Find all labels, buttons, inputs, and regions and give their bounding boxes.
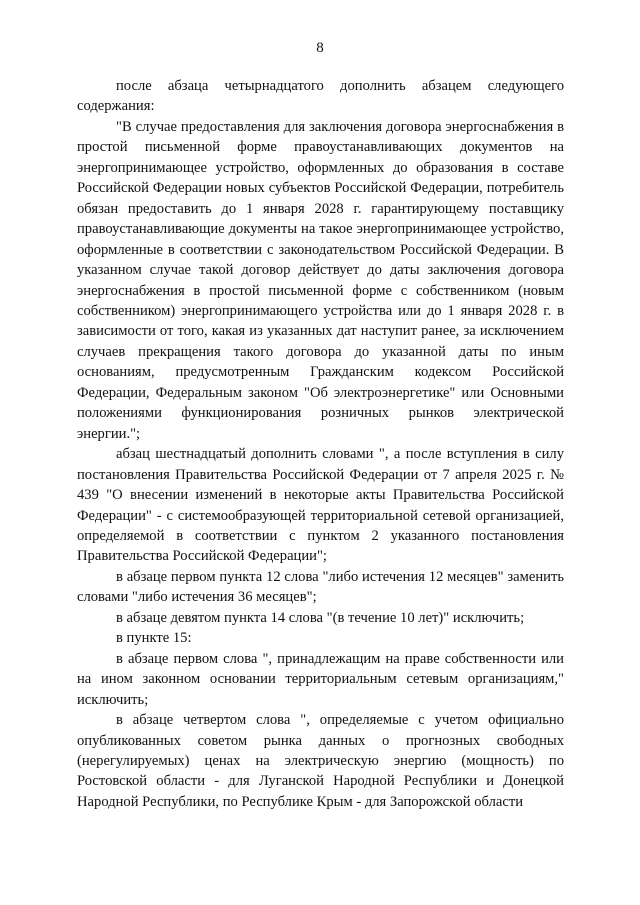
paragraph-quoted-amendment: "В случае предоставления для заключения договора энергоснабжения в простой письменной форме правоустанавливающих документов на энергопринимающее устройство, оформленных до образования в составе Российской Федерации новых субъектов Российской Федерации, потребитель обязан предоставить до 1 января 2028 г. гарантирующему поставщику правоустанавливающие документы на такое энергопринимающее устройство, оформленные в соответствии с законодательством Российской Федерации. В указанном случае такой договор действует до даты заключения договора энергоснабжения в простой письменной форме с собственником (новым собственником) энергопринимающего устройства или до 1 января 2028 г. в зависимости от того, какая из указанных дат наступит ранее, за исключением случаев прекращения такого договора до указанной даты по иным основаниям, предусмотренным Гражданским кодексом Российской Федерации, Федеральным законом "Об электроэнергетике" или Основными положениями функционирования розничных рынков электрической энергии.";: [77, 118, 564, 442]
paragraph-point-15-heading: в пункте 15:: [116, 630, 192, 647]
paragraph-intro: после абзаца четырнадцатого дополнить абзацем следующего содержания:: [77, 78, 564, 115]
page-number: 8: [316, 40, 324, 56]
document-body: [77, 76, 564, 812]
paragraph-point-15-first: в абзаце первом слова ", принадлежащим на праве собственности или на ином законном основании территориальным сетевым организациям," исключить;: [77, 650, 564, 708]
paragraph-point-15-fourth: в абзаце четвертом слова ", определяемые с учетом официально опубликованных советом рынка данных о прогнозных свободных (нерегулируемых) ценах на электрическую энергию (мощность) по Ростовской области - для Луганской Народной Республики и Донецкой Народной Республики, по Республике Крым - для Запорожской области: [77, 712, 564, 810]
paragraph-point-12-amendment: в абзаце первом пункта 12 слова "либо истечения 12 месяцев" заменить словами "либо истечения 36 месяцев";: [77, 568, 564, 606]
paragraph-sixteenth-amendment: абзац шестнадцатый дополнить словами ", а после вступления в силу постановления Правительства Российской Федерации от 7 апреля 2025 г. № 439 "О внесении изменений в некоторые акты Правительства Российской Федерации" - с системообразующей территориальной сетевой организацией, определяемой в соответствии с пунктом 2 указанного постановления Правительства Российской Федерации";: [77, 446, 564, 565]
paragraph-point-14-amendment: в абзаце девятом пункта 14 слова "(в течение 10 лет)" исключить;: [116, 609, 525, 626]
